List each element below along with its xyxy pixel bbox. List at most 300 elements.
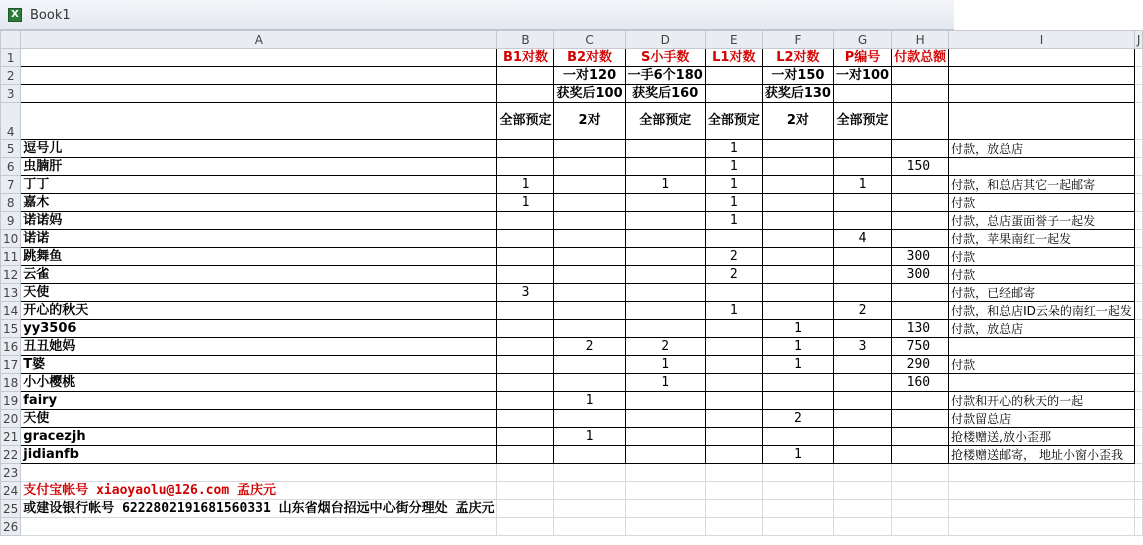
- row-header[interactable]: 19: [1, 392, 21, 410]
- cell[interactable]: 一对100: [833, 67, 891, 85]
- note-cell[interactable]: 付款，和总店其它一起邮寄: [949, 176, 1135, 194]
- cell[interactable]: [1134, 176, 1143, 194]
- cell[interactable]: [949, 518, 1135, 536]
- note-cell[interactable]: [949, 374, 1135, 392]
- quantity-cell[interactable]: 2: [833, 302, 891, 320]
- row-header[interactable]: 11: [1, 248, 21, 266]
- payment-total-cell[interactable]: [892, 176, 949, 194]
- column-header-row: [1, 31, 1143, 49]
- quantity-cell[interactable]: 1: [705, 194, 762, 212]
- note-cell[interactable]: 付款，放总店: [949, 320, 1135, 338]
- quantity-cell[interactable]: [554, 176, 625, 194]
- row-header[interactable]: 1: [1, 49, 21, 67]
- cell[interactable]: [21, 67, 497, 85]
- quantity-cell[interactable]: [705, 410, 762, 428]
- row-header[interactable]: 5: [1, 140, 21, 158]
- customer-name-cell[interactable]: 诺诺: [21, 230, 497, 248]
- cell[interactable]: [762, 482, 833, 500]
- cell[interactable]: [892, 500, 949, 518]
- column-header-j[interactable]: J: [1134, 31, 1143, 49]
- cell[interactable]: [554, 464, 625, 482]
- cell[interactable]: S小手数: [625, 49, 705, 67]
- customer-name-cell[interactable]: 嘉木: [21, 194, 497, 212]
- quantity-cell[interactable]: [554, 410, 625, 428]
- row-header[interactable]: 24: [1, 482, 21, 500]
- quantity-cell[interactable]: [833, 158, 891, 176]
- quantity-cell[interactable]: [762, 176, 833, 194]
- quantity-cell[interactable]: [833, 392, 891, 410]
- quantity-cell[interactable]: [625, 320, 705, 338]
- quantity-cell[interactable]: 1: [625, 374, 705, 392]
- quantity-cell[interactable]: [833, 356, 891, 374]
- cell[interactable]: [1134, 67, 1143, 85]
- column-header-d[interactable]: D: [625, 31, 705, 49]
- cell[interactable]: [949, 49, 1135, 67]
- note-cell[interactable]: [949, 338, 1135, 356]
- quantity-cell[interactable]: 1: [497, 194, 554, 212]
- cell[interactable]: 全部预定: [833, 103, 891, 140]
- cell[interactable]: B1对数: [497, 49, 554, 67]
- cell[interactable]: [833, 500, 891, 518]
- quantity-cell[interactable]: [625, 140, 705, 158]
- customer-name-cell[interactable]: 小小樱桃: [21, 374, 497, 392]
- quantity-cell[interactable]: [705, 356, 762, 374]
- cell[interactable]: [1134, 158, 1143, 176]
- payment-total-cell[interactable]: 300: [892, 266, 949, 284]
- quantity-cell[interactable]: [833, 266, 891, 284]
- payment-total-cell[interactable]: [892, 410, 949, 428]
- quantity-cell[interactable]: [762, 212, 833, 230]
- quantity-cell[interactable]: [762, 230, 833, 248]
- cell[interactable]: [497, 85, 554, 103]
- customer-name-cell[interactable]: 丑丑她妈: [21, 338, 497, 356]
- cell[interactable]: [21, 103, 497, 140]
- row-header[interactable]: 18: [1, 374, 21, 392]
- row-header[interactable]: 4: [1, 103, 21, 140]
- customer-name-cell[interactable]: 云雀: [21, 266, 497, 284]
- row-header[interactable]: 7: [1, 176, 21, 194]
- row-header[interactable]: 26: [1, 518, 21, 536]
- customer-name-cell[interactable]: 逗号儿: [21, 140, 497, 158]
- quantity-cell[interactable]: [497, 374, 554, 392]
- quantity-cell[interactable]: [554, 302, 625, 320]
- quantity-cell[interactable]: [554, 374, 625, 392]
- note-cell[interactable]: 付款: [949, 356, 1135, 374]
- row-header[interactable]: 3: [1, 85, 21, 103]
- cell[interactable]: [1134, 392, 1143, 410]
- quantity-cell[interactable]: 1: [554, 428, 625, 446]
- quantity-cell[interactable]: [705, 428, 762, 446]
- quantity-cell[interactable]: [554, 266, 625, 284]
- payment-total-cell[interactable]: 290: [892, 356, 949, 374]
- quantity-cell[interactable]: 1: [705, 158, 762, 176]
- cell[interactable]: [833, 518, 891, 536]
- cell[interactable]: 获奖后160: [625, 85, 705, 103]
- cell[interactable]: [1134, 212, 1143, 230]
- column-header-h[interactable]: H: [892, 31, 949, 49]
- row-header[interactable]: 15: [1, 320, 21, 338]
- payment-total-cell[interactable]: [892, 140, 949, 158]
- quantity-cell[interactable]: [497, 410, 554, 428]
- row-header[interactable]: 21: [1, 428, 21, 446]
- quantity-cell[interactable]: [625, 266, 705, 284]
- quantity-cell[interactable]: 2: [705, 266, 762, 284]
- quantity-cell[interactable]: [705, 230, 762, 248]
- quantity-cell[interactable]: 1: [705, 140, 762, 158]
- cell[interactable]: 全部预定: [497, 103, 554, 140]
- row-header[interactable]: 23: [1, 464, 21, 482]
- customer-name-cell[interactable]: 虫腩肝: [21, 158, 497, 176]
- quantity-cell[interactable]: 1: [705, 302, 762, 320]
- quantity-cell[interactable]: [762, 302, 833, 320]
- payment-total-cell[interactable]: 150: [892, 158, 949, 176]
- quantity-cell[interactable]: [762, 284, 833, 302]
- cell[interactable]: [1134, 464, 1143, 482]
- quantity-cell[interactable]: [625, 392, 705, 410]
- note-cell[interactable]: 抢楼赠送,放小歪那: [949, 428, 1135, 446]
- cell[interactable]: [833, 464, 891, 482]
- note-cell[interactable]: 付款和开心的秋天的一起: [949, 392, 1135, 410]
- note-cell[interactable]: 付款: [949, 194, 1135, 212]
- quantity-cell[interactable]: [705, 338, 762, 356]
- quantity-cell[interactable]: [497, 212, 554, 230]
- table-row: [1, 284, 1143, 302]
- quantity-cell[interactable]: [833, 446, 891, 464]
- cell[interactable]: 获奖后100: [554, 85, 625, 103]
- cell[interactable]: [949, 85, 1135, 103]
- quantity-cell[interactable]: 1: [833, 176, 891, 194]
- customer-name-cell[interactable]: 天使: [21, 410, 497, 428]
- cell[interactable]: 付款总额: [892, 49, 949, 67]
- payment-total-cell[interactable]: 300: [892, 248, 949, 266]
- cell[interactable]: [1134, 85, 1143, 103]
- quantity-cell[interactable]: 2: [554, 338, 625, 356]
- cell[interactable]: [1134, 284, 1143, 302]
- column-header-i[interactable]: I: [949, 31, 1135, 49]
- quantity-cell[interactable]: [625, 212, 705, 230]
- note-cell[interactable]: 付款，总店蛋面誉子一起发: [949, 212, 1135, 230]
- cell[interactable]: [554, 482, 625, 500]
- note-cell[interactable]: 付款，放总店: [949, 140, 1135, 158]
- customer-name-cell[interactable]: jidianfb: [21, 446, 497, 464]
- quantity-cell[interactable]: 1: [497, 176, 554, 194]
- cell[interactable]: [554, 500, 625, 518]
- quantity-cell[interactable]: [762, 374, 833, 392]
- payment-total-cell[interactable]: [892, 284, 949, 302]
- cell[interactable]: [497, 67, 554, 85]
- cell[interactable]: [705, 518, 762, 536]
- cell[interactable]: 2对: [762, 103, 833, 140]
- row-header[interactable]: 13: [1, 284, 21, 302]
- quantity-cell[interactable]: 1: [625, 356, 705, 374]
- quantity-cell[interactable]: [833, 410, 891, 428]
- customer-name-cell[interactable]: 跳舞鱼: [21, 248, 497, 266]
- quantity-cell[interactable]: [497, 266, 554, 284]
- quantity-cell[interactable]: 1: [705, 212, 762, 230]
- cell[interactable]: [762, 464, 833, 482]
- quantity-cell[interactable]: [625, 446, 705, 464]
- quantity-cell[interactable]: [497, 392, 554, 410]
- cell[interactable]: [762, 518, 833, 536]
- quantity-cell[interactable]: [497, 140, 554, 158]
- cell[interactable]: [949, 500, 1135, 518]
- payment-total-cell[interactable]: [892, 302, 949, 320]
- row-header[interactable]: 9: [1, 212, 21, 230]
- cell[interactable]: [1134, 374, 1143, 392]
- cell[interactable]: 一手6个180: [625, 67, 705, 85]
- cell[interactable]: 全部预定: [705, 103, 762, 140]
- cell[interactable]: [554, 518, 625, 536]
- cell[interactable]: [625, 464, 705, 482]
- cell[interactable]: [1134, 103, 1143, 140]
- quantity-cell[interactable]: 3: [497, 284, 554, 302]
- quantity-cell[interactable]: 2: [705, 248, 762, 266]
- cell[interactable]: [1134, 266, 1143, 284]
- cell[interactable]: [833, 85, 891, 103]
- cell[interactable]: [705, 482, 762, 500]
- payment-total-cell[interactable]: [892, 194, 949, 212]
- quantity-cell[interactable]: [762, 392, 833, 410]
- row-header[interactable]: 10: [1, 230, 21, 248]
- cell[interactable]: 一对150: [762, 67, 833, 85]
- cell[interactable]: [497, 482, 554, 500]
- cell[interactable]: [21, 518, 497, 536]
- cell[interactable]: [21, 49, 497, 67]
- cell[interactable]: [705, 85, 762, 103]
- column-header-e[interactable]: E: [705, 31, 762, 49]
- cell[interactable]: [625, 482, 705, 500]
- row-header[interactable]: 12: [1, 266, 21, 284]
- row-header[interactable]: 25: [1, 500, 21, 518]
- quantity-cell[interactable]: [833, 374, 891, 392]
- cell[interactable]: [21, 85, 497, 103]
- cell[interactable]: [949, 103, 1135, 140]
- quantity-cell[interactable]: [833, 428, 891, 446]
- cell[interactable]: [892, 103, 949, 140]
- column-header-c[interactable]: C: [554, 31, 625, 49]
- cell[interactable]: 全部预定: [625, 103, 705, 140]
- quantity-cell[interactable]: [625, 428, 705, 446]
- note-cell[interactable]: 付款: [949, 266, 1135, 284]
- quantity-cell[interactable]: [497, 230, 554, 248]
- cell[interactable]: [892, 67, 949, 85]
- note-cell[interactable]: 付款留总店: [949, 410, 1135, 428]
- cell[interactable]: [1134, 446, 1143, 464]
- row-header[interactable]: 2: [1, 67, 21, 85]
- quantity-cell[interactable]: 1: [705, 176, 762, 194]
- cell[interactable]: [625, 500, 705, 518]
- cell[interactable]: [705, 500, 762, 518]
- quantity-cell[interactable]: [833, 248, 891, 266]
- cell[interactable]: 2对: [554, 103, 625, 140]
- cell[interactable]: 获奖后130: [762, 85, 833, 103]
- quantity-cell[interactable]: [762, 140, 833, 158]
- cell[interactable]: [833, 482, 891, 500]
- alipay-account-text[interactable]: 支付宝帐号 xiaoyaolu@126.com 孟庆元: [21, 482, 497, 500]
- cell[interactable]: [497, 518, 554, 536]
- payment-total-cell[interactable]: [892, 446, 949, 464]
- quantity-cell[interactable]: [833, 284, 891, 302]
- quantity-cell[interactable]: 1: [554, 392, 625, 410]
- cell[interactable]: [1134, 428, 1143, 446]
- row-header[interactable]: 14: [1, 302, 21, 320]
- quantity-cell[interactable]: 1: [762, 320, 833, 338]
- cell[interactable]: P编号: [833, 49, 891, 67]
- cell[interactable]: [705, 67, 762, 85]
- quantity-cell[interactable]: [554, 230, 625, 248]
- customer-name-cell[interactable]: 丁丁: [21, 176, 497, 194]
- cell[interactable]: [1134, 518, 1143, 536]
- cell[interactable]: [892, 85, 949, 103]
- payment-total-cell[interactable]: [892, 230, 949, 248]
- cell[interactable]: [892, 518, 949, 536]
- row-header[interactable]: 20: [1, 410, 21, 428]
- row-header[interactable]: 8: [1, 194, 21, 212]
- cell[interactable]: [705, 464, 762, 482]
- payment-total-cell[interactable]: 750: [892, 338, 949, 356]
- row-header[interactable]: 16: [1, 338, 21, 356]
- quantity-cell[interactable]: [833, 140, 891, 158]
- column-header-b[interactable]: B: [497, 31, 554, 49]
- cell[interactable]: [21, 464, 497, 482]
- bank-account-text[interactable]: 或建设银行帐号 6222802191681560331 山东省烟台招远中心街分理处 孟庆元: [21, 500, 497, 518]
- cell[interactable]: B2对数: [554, 49, 625, 67]
- quantity-cell[interactable]: 2: [625, 338, 705, 356]
- customer-name-cell[interactable]: fairy: [21, 392, 497, 410]
- quantity-cell[interactable]: [625, 194, 705, 212]
- cell[interactable]: [1134, 482, 1143, 500]
- row-header[interactable]: 17: [1, 356, 21, 374]
- cell[interactable]: [1134, 410, 1143, 428]
- column-header-a[interactable]: A: [21, 31, 497, 49]
- payment-total-cell[interactable]: 160: [892, 374, 949, 392]
- quantity-cell[interactable]: 1: [762, 446, 833, 464]
- select-all-corner[interactable]: [1, 31, 21, 49]
- quantity-cell[interactable]: [554, 212, 625, 230]
- quantity-cell[interactable]: [625, 248, 705, 266]
- customer-name-cell[interactable]: gracezjh: [21, 428, 497, 446]
- quantity-cell[interactable]: [497, 320, 554, 338]
- note-cell[interactable]: 抢楼赠送邮寄， 地址小窗小歪我: [949, 446, 1135, 464]
- quantity-cell[interactable]: [497, 302, 554, 320]
- payment-total-cell[interactable]: [892, 212, 949, 230]
- cell[interactable]: [1134, 194, 1143, 212]
- quantity-cell[interactable]: [762, 266, 833, 284]
- quantity-cell[interactable]: [554, 284, 625, 302]
- column-header-g[interactable]: G: [833, 31, 891, 49]
- cell[interactable]: [1134, 320, 1143, 338]
- cell[interactable]: [949, 482, 1135, 500]
- quantity-cell[interactable]: 2: [762, 410, 833, 428]
- payment-total-cell[interactable]: 130: [892, 320, 949, 338]
- note-cell[interactable]: 付款: [949, 248, 1135, 266]
- quantity-cell[interactable]: [625, 284, 705, 302]
- cell[interactable]: [1134, 356, 1143, 374]
- quantity-cell[interactable]: [705, 392, 762, 410]
- quantity-cell[interactable]: 1: [762, 338, 833, 356]
- quantity-cell[interactable]: [705, 320, 762, 338]
- note-cell[interactable]: 付款，苹果南红一起发: [949, 230, 1135, 248]
- column-header-f[interactable]: F: [762, 31, 833, 49]
- quantity-cell[interactable]: [497, 446, 554, 464]
- customer-name-cell[interactable]: 天使: [21, 284, 497, 302]
- quantity-cell[interactable]: [705, 446, 762, 464]
- quantity-cell[interactable]: 1: [625, 176, 705, 194]
- cell[interactable]: [1134, 248, 1143, 266]
- quantity-cell[interactable]: [554, 248, 625, 266]
- cell[interactable]: [762, 500, 833, 518]
- customer-name-cell[interactable]: 诺诺妈: [21, 212, 497, 230]
- cell[interactable]: [1134, 338, 1143, 356]
- row-header[interactable]: 22: [1, 446, 21, 464]
- cell[interactable]: [1134, 500, 1143, 518]
- quantity-cell[interactable]: [762, 248, 833, 266]
- quantity-cell[interactable]: [554, 320, 625, 338]
- quantity-cell[interactable]: [554, 356, 625, 374]
- quantity-cell[interactable]: [554, 194, 625, 212]
- note-cell[interactable]: 付款，和总店ID云朵的南红一起发: [949, 302, 1135, 320]
- quantity-cell[interactable]: [762, 158, 833, 176]
- quantity-cell[interactable]: [554, 446, 625, 464]
- cell[interactable]: [1134, 302, 1143, 320]
- cell[interactable]: [497, 464, 554, 482]
- row-header[interactable]: 6: [1, 158, 21, 176]
- cell[interactable]: [497, 500, 554, 518]
- cell[interactable]: L1对数: [705, 49, 762, 67]
- cell[interactable]: 一对120: [554, 67, 625, 85]
- quantity-cell[interactable]: [762, 428, 833, 446]
- quantity-cell[interactable]: [833, 320, 891, 338]
- quantity-cell[interactable]: [497, 158, 554, 176]
- quantity-cell[interactable]: 1: [762, 356, 833, 374]
- quantity-cell[interactable]: [497, 428, 554, 446]
- quantity-cell[interactable]: 3: [833, 338, 891, 356]
- quantity-cell[interactable]: [554, 140, 625, 158]
- cell[interactable]: L2对数: [762, 49, 833, 67]
- quantity-cell[interactable]: [625, 302, 705, 320]
- payment-total-cell[interactable]: [892, 428, 949, 446]
- cell[interactable]: [1134, 230, 1143, 248]
- cell[interactable]: [892, 464, 949, 482]
- quantity-cell[interactable]: [554, 158, 625, 176]
- quantity-cell[interactable]: [625, 230, 705, 248]
- cell[interactable]: [949, 67, 1135, 85]
- quantity-cell[interactable]: [833, 194, 891, 212]
- cell[interactable]: [1134, 49, 1143, 67]
- cell[interactable]: [625, 518, 705, 536]
- quantity-cell[interactable]: [497, 248, 554, 266]
- spreadsheet-grid[interactable]: [0, 30, 1143, 536]
- quantity-cell[interactable]: [625, 158, 705, 176]
- quantity-cell[interactable]: [705, 374, 762, 392]
- quantity-cell[interactable]: [497, 356, 554, 374]
- quantity-cell[interactable]: [705, 284, 762, 302]
- customer-name-cell[interactable]: T婆: [21, 356, 497, 374]
- quantity-cell[interactable]: [833, 212, 891, 230]
- quantity-cell[interactable]: [762, 194, 833, 212]
- customer-name-cell[interactable]: 开心的秋天: [21, 302, 497, 320]
- payment-total-cell[interactable]: [892, 392, 949, 410]
- note-cell[interactable]: 付款，已经邮寄: [949, 284, 1135, 302]
- note-cell[interactable]: [949, 158, 1135, 176]
- quantity-cell[interactable]: [625, 410, 705, 428]
- quantity-cell[interactable]: 4: [833, 230, 891, 248]
- cell[interactable]: [949, 464, 1135, 482]
- quantity-cell[interactable]: [497, 338, 554, 356]
- customer-name-cell[interactable]: yy3506: [21, 320, 497, 338]
- cell[interactable]: [892, 482, 949, 500]
- cell[interactable]: [1134, 140, 1143, 158]
